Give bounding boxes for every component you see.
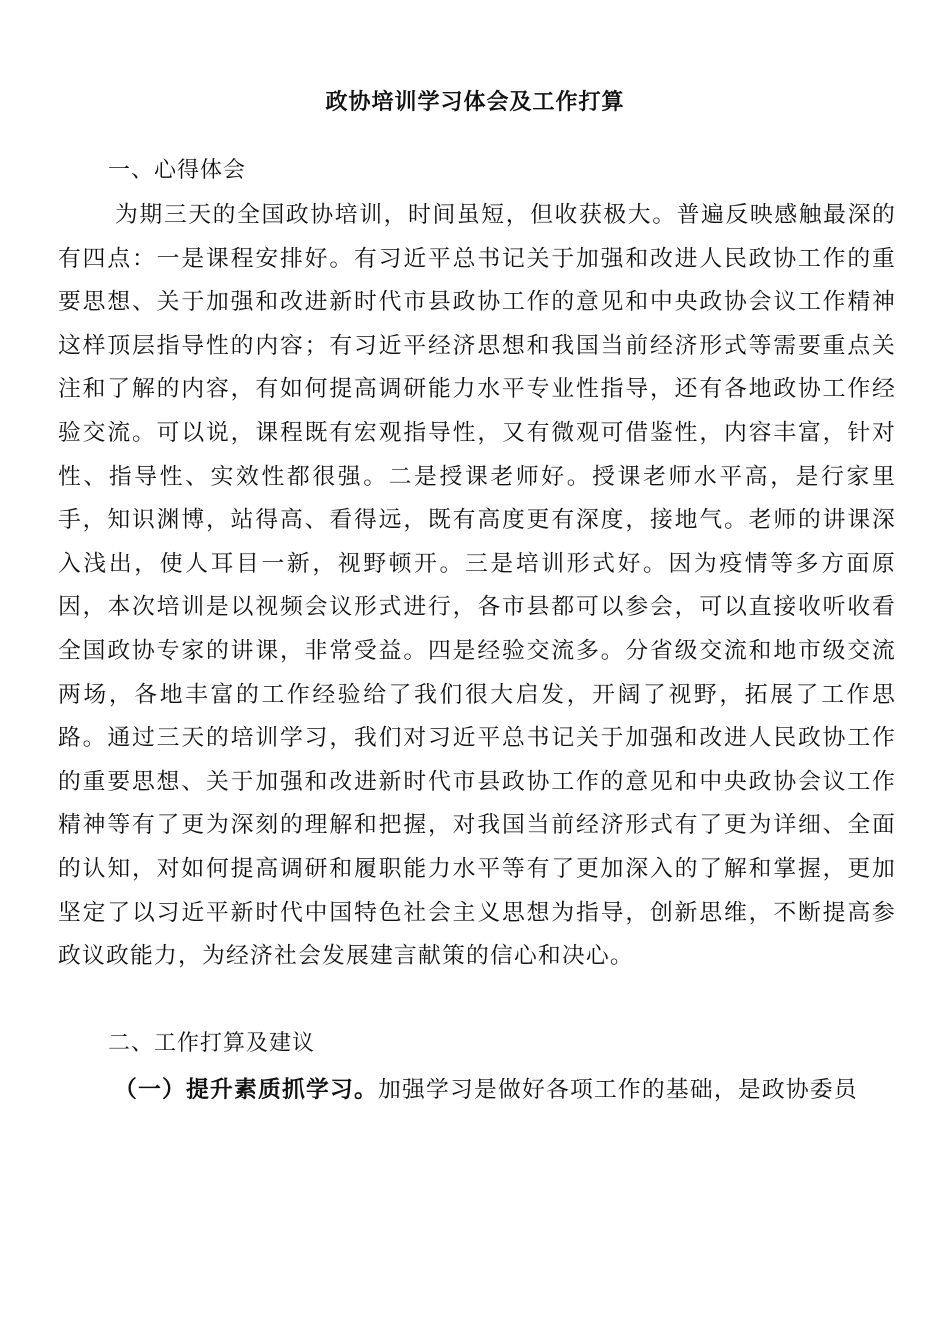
section-paragraph-2 (58, 1069, 896, 1113)
item-text: 加强学习是做好各项工作的基础，是政协委员 (377, 1077, 858, 1103)
item-lead-bold: （一）提升素质抓学习。 (114, 1077, 378, 1103)
document-title: 政协培训学习体会及工作打算 (325, 89, 625, 115)
section-heading-2: 二、工作打算及建议 (108, 1031, 316, 1056)
section-paragraph-1: 为期三天的全国政协培训，时间虽短，但收获极大。普遍反映感触最深的有四点：一是课程安排好。有习近平总书记关于加强和改进人民政协工作的重要思想、关于加强和改进新时代市县政协工作的意见和中央政协会议工作精神这样顶层指导性的内容；有习近平经济思想和我国当前经济形式等需要重点关注和了解的内容，有如何提高调研能力水平专业性指导，还有各地政协工作经验交流。可以说，课程既有宏观指导性，又有微观可借鉴性，内容丰富，针对性、指导性、实效性都很强。二是授课老师好。授课老师水平高，是行家里手，知识渊博，站得高、看得远，既有高度更有深度，接地气。老师的讲课深入浅出，使人耳目一新，视野顿开。三是培训形式好。因为疫情等多方面原因，本次培训是以视频会议形式进行，各市县都可以参会，可以直接收听收看全国政协专家的讲课，非常受益。四是经验交流多。分省级交流和地市级交流两场，各地丰富的工作经验给了我们很大启发，开阔了视野，拓展了工作思路。通过三天的培训学习，我们对习近平总书记关于加强和改进人民政协工作的重要思想、关于加强和改进新时代市县政协工作的意见和中央政协会议工作精神等有了更为深刻的理解和把握，对我国当前经济形式有了更为详细、全面的认知，对如何提高调研和履职能力水平等有了更加深入的了解和掌握，更加坚定了以习近平新时代中国特色社会主义思想为指导，创新思维，不断提高参政议政能力，为经济社会发展建言献策的信心和决心。 (58, 202, 896, 970)
section-heading-1: 一、心得体会 (108, 158, 247, 183)
